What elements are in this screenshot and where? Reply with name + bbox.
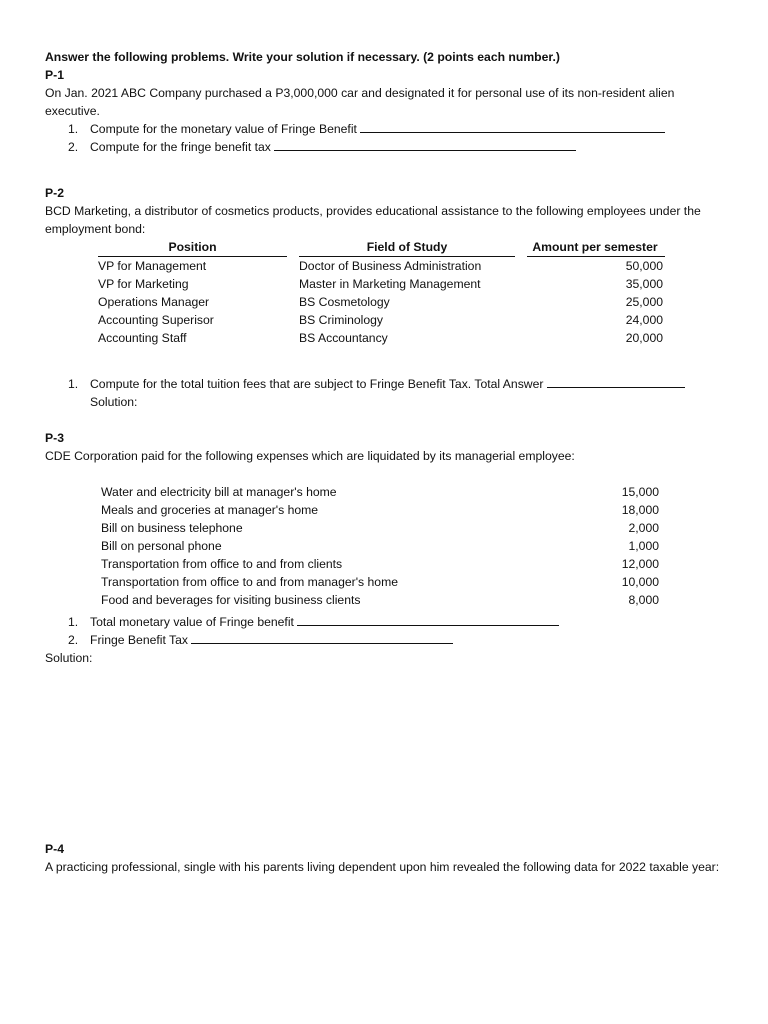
column-header: Position — [98, 238, 287, 257]
question-item: 1. Total monetary value of Fringe benefit — [45, 613, 725, 631]
table-row: VP for Marketing Master in Marketing Management 35,000 — [98, 277, 663, 291]
question-item: 1. Compute for the total tuition fees that are subject to Fringe Benefit Tax. Total Answer — [45, 375, 725, 393]
table-row: Transportation from office to and from clients 12,000 — [101, 557, 659, 571]
problem-text-p4: A practicing professional, single with his parents living dependent upon him revealed the following data for 2022 taxable year: — [45, 860, 720, 874]
solution-label: Solution: — [45, 651, 93, 665]
instructions-heading: Answer the following problems. Write your solution if necessary. (2 points each number.) — [45, 50, 560, 64]
table-row: Operations Manager BS Cosmetology 25,000 — [98, 295, 663, 309]
answer-blank[interactable] — [191, 631, 453, 644]
solution-space[interactable] — [45, 667, 725, 840]
question-list-p2 — [45, 375, 725, 411]
table-row: Bill on business telephone 2,000 — [101, 521, 659, 535]
problem-label-p3: P-3 — [45, 431, 64, 445]
question-list-p3 — [45, 613, 725, 649]
table-row: Accounting Superisor BS Criminology 24,000 — [98, 313, 663, 327]
question-text: Compute for the monetary value of Fringe Benefit — [90, 122, 357, 136]
question-text: Total monetary value of Fringe benefit — [90, 615, 294, 629]
worksheet-page — [45, 48, 725, 876]
employee-table — [98, 238, 665, 347]
table-row: Transportation from office to and from manager's home 10,000 — [101, 575, 659, 589]
answer-blank[interactable] — [274, 138, 576, 151]
table-row: Meals and groceries at manager's home 18,000 — [101, 503, 659, 517]
question-text: Compute for the fringe benefit tax — [90, 140, 271, 154]
table-row: VP for Management Doctor of Business Administration 50,000 — [98, 259, 663, 273]
problem-text-p1: On Jan. 2021 ABC Company purchased a P3,000,000 car and designated it for personal use of its non-resident alien executive. — [45, 86, 675, 118]
answer-blank[interactable] — [297, 613, 559, 626]
table-row: Food and beverages for visiting business clients 8,000 — [101, 593, 659, 607]
question-item: 2. Fringe Benefit Tax — [45, 631, 725, 649]
table-header-row — [98, 238, 665, 257]
problem-label-p4: P-4 — [45, 842, 64, 856]
answer-blank[interactable] — [547, 375, 685, 388]
question-item: 2. Compute for the fringe benefit tax — [45, 138, 725, 156]
problem-label-p1: P-1 — [45, 68, 64, 82]
question-list-p1 — [45, 120, 725, 156]
column-header: Field of Study — [299, 238, 515, 257]
problem-text-p2: BCD Marketing, a distributor of cosmetics products, provides educational assistance to the following employees under the employment bond: — [45, 204, 701, 236]
answer-blank[interactable] — [360, 120, 665, 133]
problem-text-p3: CDE Corporation paid for the following expenses which are liquidated by its managerial employee: — [45, 449, 575, 463]
expense-table — [101, 483, 659, 609]
problem-label-p2: P-2 — [45, 186, 64, 200]
question-text: Fringe Benefit Tax — [90, 633, 189, 647]
solution-label: Solution: — [90, 395, 138, 409]
column-header: Amount per semester — [527, 238, 665, 257]
question-item: 1. Compute for the monetary value of Fringe Benefit — [45, 120, 725, 138]
table-row: Accounting Staff BS Accountancy 20,000 — [98, 331, 663, 345]
table-row: Water and electricity bill at manager's home 15,000 — [101, 485, 659, 499]
question-text: Compute for the total tuition fees that are subject to Fringe Benefit Tax. Total Answer — [90, 377, 544, 391]
table-row: Bill on personal phone 1,000 — [101, 539, 659, 553]
